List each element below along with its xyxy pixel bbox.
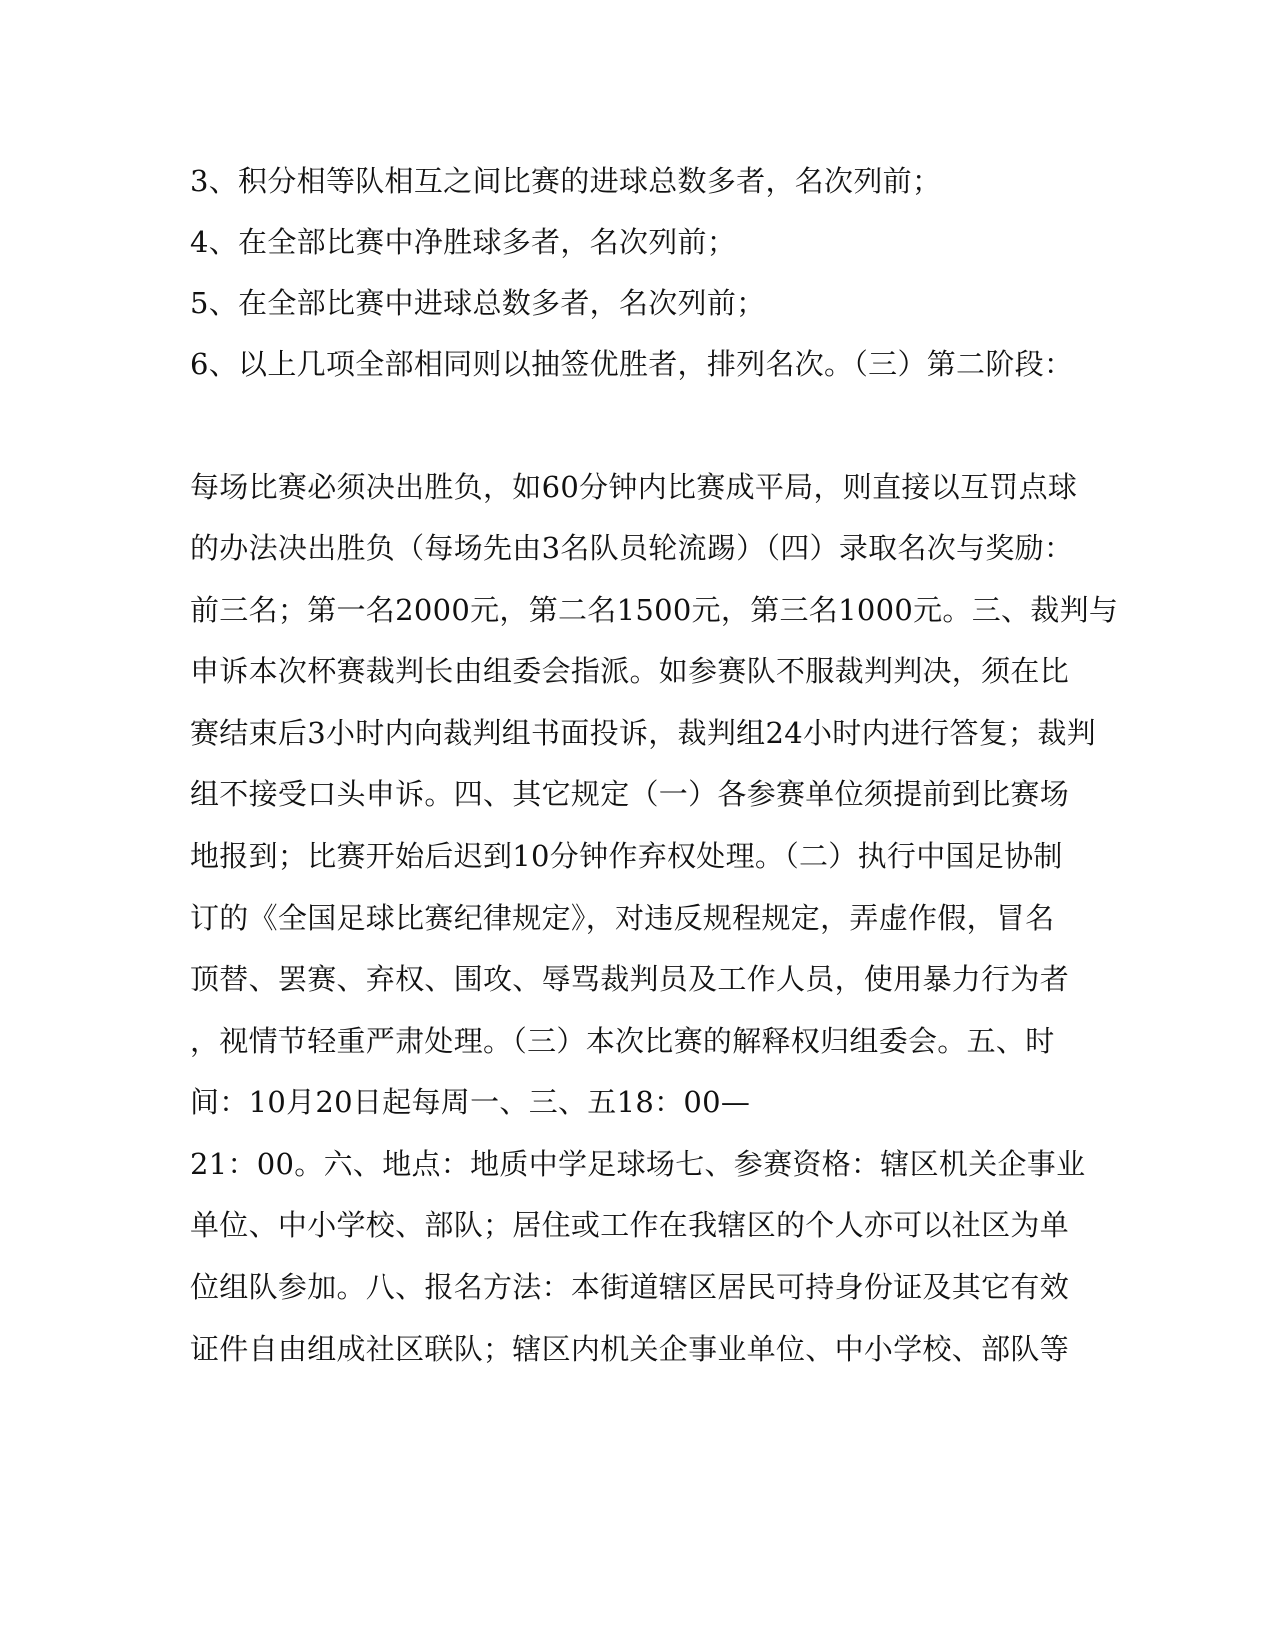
text-line: 6、以上几项全部相同则以抽签优胜者，排列名次。（三）第二阶段：	[190, 347, 1074, 381]
text-line: 证件自由组成社区联队；辖区内机关企事业单位、中小学校、部队等	[190, 1332, 1070, 1366]
text-line: ，视情节轻重严肃处理。（三）本次比赛的解释权归组委会。五、时	[190, 1024, 1055, 1058]
text-line: 的办法决出胜负（每场先由3名队员轮流踢）（四）录取名次与奖励：	[190, 531, 1074, 565]
text-line: 地报到；比赛开始后迟到10分钟作弃权处理。（二）执行中国足协制	[190, 839, 1063, 873]
text-line: 订的《全国足球比赛纪律规定》，对违反规程规定，弄虚作假，冒名	[190, 901, 1055, 935]
text-line: 前三名；第一名2000元，第二名1500元，第三名1000元。三、裁判与	[190, 593, 1119, 627]
text-line: 单位、中小学校、部队；居住或工作在我辖区的个人亦可以社区为单	[190, 1208, 1070, 1242]
text-line: 间：10月20日起每周一、三、五18：00—	[190, 1085, 751, 1119]
text-line: 21：00。六、地点：地质中学足球场七、参赛资格：辖区机关企事业	[190, 1147, 1086, 1181]
text-line: 位组队参加。八、报名方法：本街道辖区居民可持身份证及其它有效	[190, 1270, 1070, 1304]
text-line: 每场比赛必须决出胜负，如60分钟内比赛成平局，则直接以互罚点球	[190, 470, 1078, 504]
text-line: 3、积分相等队相互之间比赛的进球总数多者，名次列前；	[190, 164, 942, 198]
text-line: 组不接受口头申诉。四、其它规定（一）各参赛单位须提前到比赛场	[190, 777, 1070, 811]
text-line: 赛结束后3小时内向裁判组书面投诉，裁判组24小时内进行答复；裁判	[190, 716, 1096, 750]
text-line: 5、在全部比赛中进球总数多者，名次列前；	[190, 286, 766, 320]
text-line: 申诉本次杯赛裁判长由组委会指派。如参赛队不服裁判判决，须在比	[190, 654, 1070, 688]
text-line: 4、在全部比赛中净胜球多者，名次列前；	[190, 225, 737, 259]
text-line: 顶替、罢赛、弃权、围攻、辱骂裁判员及工作人员，使用暴力行为者	[190, 962, 1070, 996]
